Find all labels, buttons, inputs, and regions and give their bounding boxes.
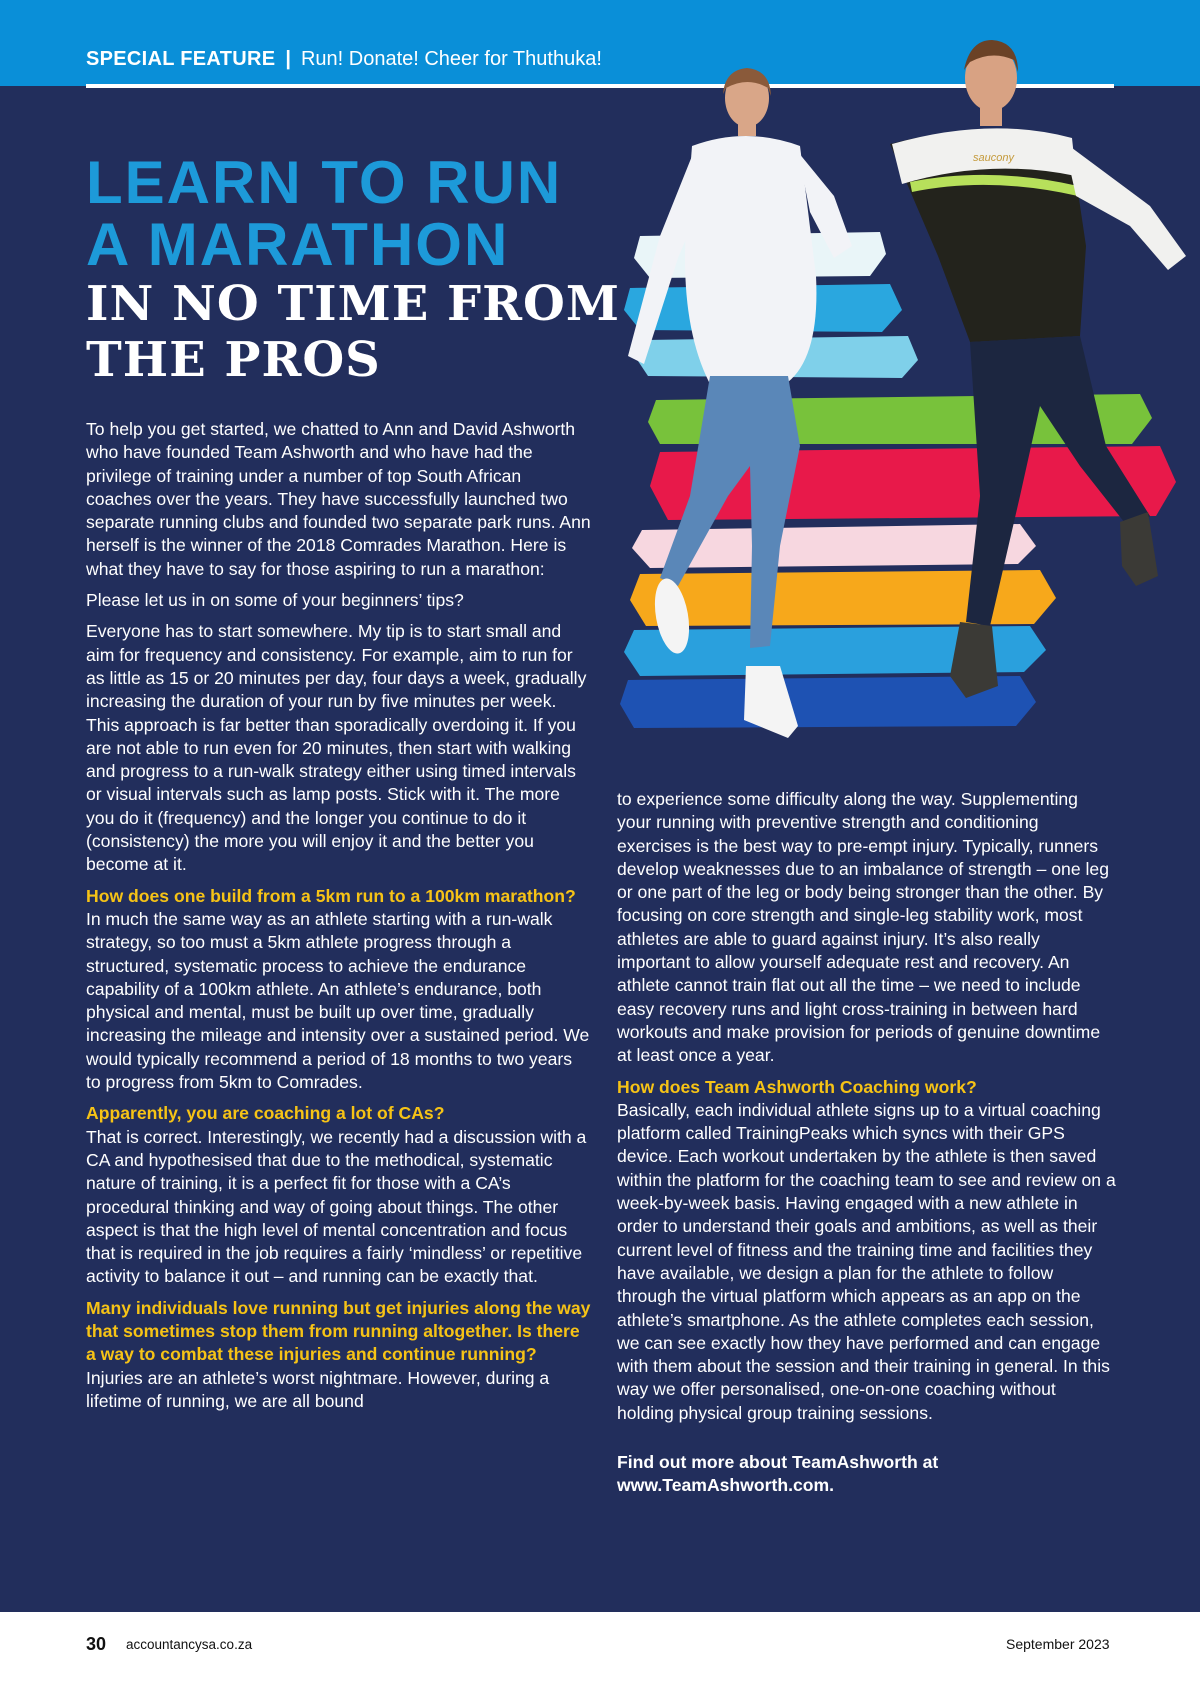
question-beginners: Please let us in on some of your beginners’ tips? [86, 590, 464, 611]
answer-injuries-start: Injuries are an athlete’s worst nightmare. However, during a lifetime of running, we are all bound [86, 1367, 550, 1411]
headline-primary [86, 149, 563, 278]
headline-line-2: A MARATHON [86, 211, 510, 278]
headline-secondary [86, 276, 620, 388]
article-column-left [86, 418, 591, 1413]
question-5km-to-100km: How does one build from a 5km run to a 100km marathon? [86, 885, 576, 906]
answer-injuries-continued: to experience some difficulty along the way. Supplementing your running with preventive strength and conditioning exercises is the best way to pre-empt injury. Typically, runners develop weaknesses due to an imbalance of strength – one leg or one part of the leg or body being stronger than the other. By focusing on core strength and single-leg stability work, most athletes are able to guard against injury. It’s also really important to allow yourself adequate rest and recovery. An athlete cannot train flat out all the time – we need to include easy recovery runs and light cross-training in between hard workouts and make provision for periods of genuine downtime at least once a year. [617, 789, 1109, 1066]
issue-date: September 2023 [1006, 1636, 1110, 1652]
question-coaching-cas: Apparently, you are coaching a lot of CAs? [86, 1103, 445, 1124]
footer-website: accountancysa.co.za [126, 1637, 253, 1652]
answer-coaching-cas: That is correct. Interestingly, we recently had a discussion with a CA and hypothesised that due to the methodical, systematic nature of training, it is a perfect fit for those with a CA’s procedural thinking and way of going about things. The other aspect is that the high level of mental concentration and focus that is required in the job requires a fairly ‘mindless’ or repetitive activity to balance it out – and running can be exactly that. [86, 1126, 587, 1287]
answer-coaching-works: Basically, each individual athlete signs up to a virtual coaching platform called TrainingPeaks which syncs with their GPS device. Each workout undertaken by the athlete is then saved within the platform for the coaching team to see and review on a week-by-week basis. Having engaged with a new athlete in order to understand their goals and ambitions, as well as their current level of fitness and the training time and facilities they have available, we design a plan for the athlete to follow through the virtual platform which appears as an app on the athlete’s smartphone. As the athlete completes each session, we can see exactly how they have performed and can engage with them about the session and their training in general. In this way we offer personalised, one-on-one coaching without holding physical group training sessions. [617, 1099, 1116, 1423]
answer-5km-to-100km: In much the same way as an athlete starting with a run-walk strategy, so too must a 5km athlete progress through a structured, systematic process to achieve the endurance capability of a 100km athlete. An athlete’s endurance, both physical and mental, must be built up over time, gradually increasing the mileage and intensity over a sustained period. We would typically recommend a period of 18 months to two years to progress from 5km to Comrades. [86, 908, 590, 1093]
runners-photo [620, 26, 1200, 786]
intro-paragraph: To help you get started, we chatted to Ann and David Ashworth who have founded Team Ashworth and who have had the privilege of training under a number of top South African coaches over the years. They have successfully launched two separate running clubs and founded two separate park runs. Ann herself is the winner of the 2018 Comrades Marathon. Here is what they have to say for those aspiring to run a marathon: [86, 419, 591, 579]
header-separator: | [285, 48, 291, 70]
section-title: Run! Donate! Cheer for Thuthuka! [300, 48, 602, 70]
article-column-right [617, 788, 1117, 1498]
call-to-action: Find out more about TeamAshworth at www.TeamAshworth.com. [617, 1452, 939, 1496]
shirt-logo: saucony [973, 152, 1014, 164]
section-kicker: SPECIAL FEATURE [86, 48, 276, 70]
headline-line-4: THE PROS [86, 332, 381, 388]
question-coaching-works: How does Team Ashworth Coaching work? [617, 1076, 977, 1097]
section-header [86, 46, 602, 72]
question-injuries: Many individuals love running but get injuries along the way that sometimes stop them from running altogether. Is there a way to combat these injuries and continue running? [86, 1297, 591, 1365]
answer-beginners: Everyone has to start somewhere. My tip is to start small and aim for frequency and consistency. For example, aim to run for as little as 15 or 20 minutes per day, four days a week, gradually increasing the duration of your run by five minutes per week. This approach is far better than sporadically overdoing it. If you are not able to run even for 20 minutes, then start with walking and progress to a run-walk strategy either using timed intervals or visual intervals such as lamp posts. Stick with it. The more you do it (frequency) and the longer you continue to do it (consistency) the more you will enjoy it and the better you become at it. [86, 621, 587, 875]
headline-line-1: LEARN TO RUN [86, 149, 563, 216]
page-number: 30 [86, 1634, 107, 1654]
headline-line-3: IN NO TIME FROM [86, 276, 620, 332]
